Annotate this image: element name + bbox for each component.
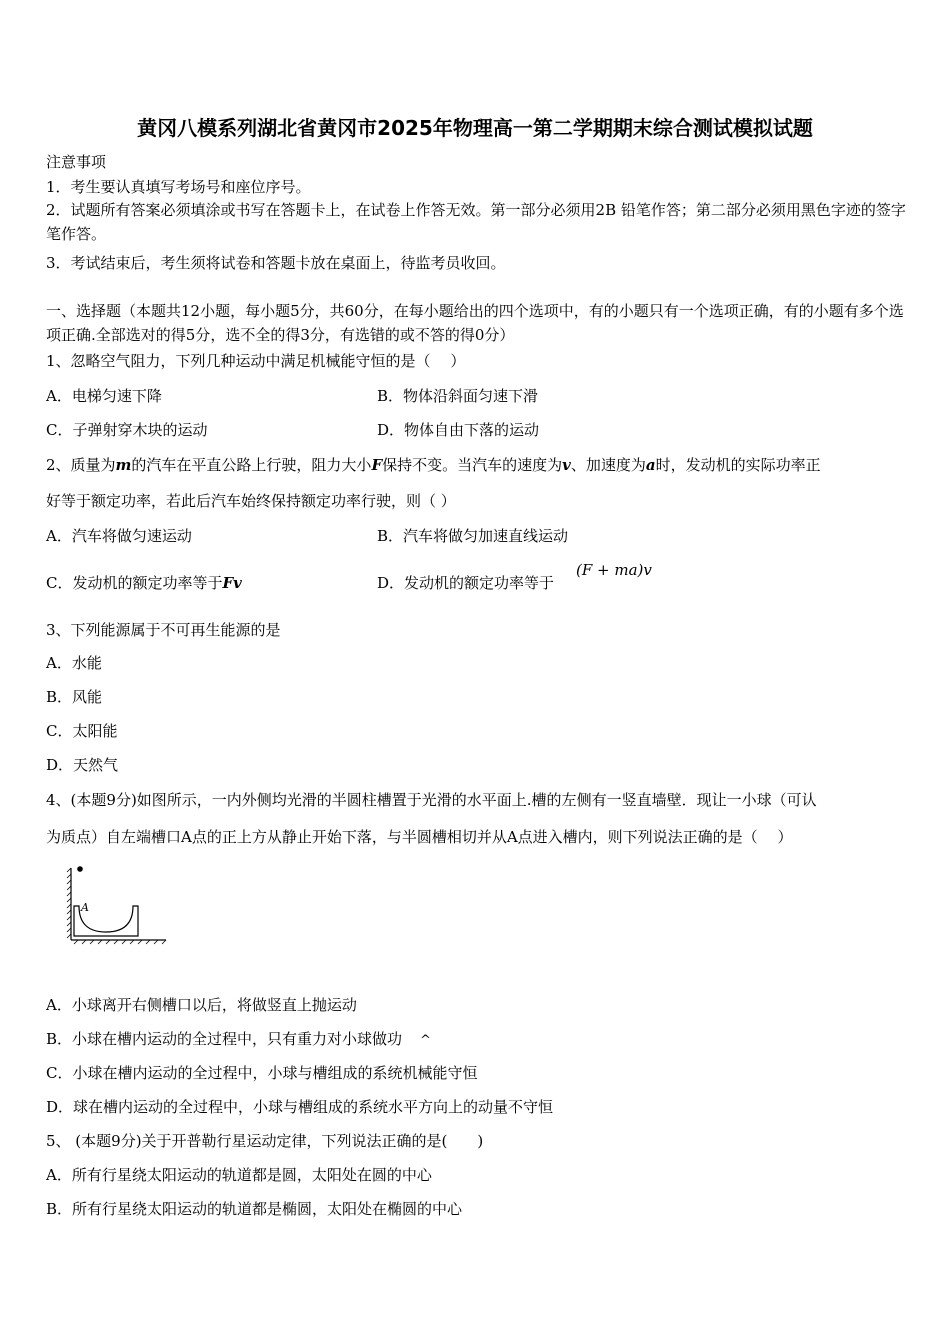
notice-item-2: 2．试题所有答案必须填涂或书写在答题卡上，在试卷上作答无效。第一部分必须用2B 铅笔作答；第二部分必须用黑色字迹的签字笔作答。 xyxy=(46,201,906,243)
section-heading: 一、选择题（本题共12小题，每小题5分，共60分，在每小题给出的四个选项中，有的小题只有一个选项正确，有的小题有多个选项正确.全部选对的得5分，选不全的得3分，有选错的或不答的得0分） xyxy=(46,302,904,344)
q1-option-b: B．物体沿斜面匀速下滑 xyxy=(377,387,539,405)
notice-item-1: 1．考生要认真填写考场号和座位序号。 xyxy=(46,178,311,196)
q1-stem: 1、忽略空气阻力，下列几种运动中满足机械能守恒的是（ ） xyxy=(46,352,466,370)
q2-option-d: D．发动机的额定功率等于 xyxy=(377,574,555,592)
q2-stem-line2: 好等于额定功率，若此后汽车始终保持额定功率行驶，则（ ） xyxy=(46,492,456,510)
q4-stem-line2: 为质点）自左端槽口A点的正上方从静止开始下落，与半圆槽相切并从A点进入槽内，则下列说法正确的是（ ） xyxy=(46,828,793,846)
q4-stem-line1: 4、(本题9分)如图所示，一内外侧均光滑的半圆柱槽置于光滑的水平面上.槽的左侧有一竖直墙壁．现让一小球（可认 xyxy=(46,791,817,809)
q3-option-b: B．风能 xyxy=(46,688,103,706)
q2-option-b: B．汽车将做匀加速直线运动 xyxy=(377,527,569,545)
q2-stem-line1 xyxy=(46,454,821,475)
page-title: 黄冈八模系列湖北省黄冈市2025年物理高一第二学期期末综合测试模拟试题 xyxy=(137,116,813,140)
q5-option-a: A．所有行星绕太阳运动的轨道都是圆，太阳处在圆的中心 xyxy=(46,1166,432,1184)
caret-mark: ^ xyxy=(420,1033,431,1048)
half-cylinder-groove-figure xyxy=(66,862,170,946)
q2-stem-part: 时，发动机的实际功率正 xyxy=(655,456,821,474)
q5-stem: 5、 (本题9分)关于开普勒行星运动定律，下列说法正确的是( ) xyxy=(46,1132,484,1150)
q4-option-b xyxy=(46,1028,431,1049)
q1-option-c: C．子弹射穿木块的运动 xyxy=(46,421,208,439)
q3-option-c: C．太阳能 xyxy=(46,722,118,740)
q3-stem: 3、下列能源属于不可再生能源的是 xyxy=(46,621,281,639)
point-a-label: A xyxy=(81,901,89,914)
notice-item-3: 3．考试结束后，考生须将试卷和答题卡放在桌面上，待监考员收回。 xyxy=(46,254,506,272)
notice-heading: 注意事项 xyxy=(46,153,107,171)
q2-stem-part: 的汽车在平直公路上行驶，阻力大小 xyxy=(131,456,372,474)
q2-symbol-m: m xyxy=(115,456,132,474)
q2-option-c-symbol: Fv xyxy=(222,574,242,592)
q3-option-a: A．水能 xyxy=(46,654,102,672)
q2-option-a: A．汽车将做匀速运动 xyxy=(46,527,192,545)
q2-symbol-v: v xyxy=(562,456,571,474)
q4-option-c: C．小球在槽内运动的全过程中，小球与槽组成的系统机械能守恒 xyxy=(46,1064,478,1082)
q1-option-a: A．电梯匀速下降 xyxy=(46,387,162,405)
q2-option-c-text: C．发动机的额定功率等于 xyxy=(46,574,223,592)
q3-option-d: D．天然气 xyxy=(46,756,119,774)
q2-stem-part: 保持不变。当汽车的速度为 xyxy=(382,456,563,474)
q2-stem-part: 、加速度为 xyxy=(570,456,646,474)
q2-option-d-formula: (F + ma)v xyxy=(576,561,652,579)
q2-option-c xyxy=(46,572,242,593)
q4-option-a: A．小球离开右侧槽口以后，将做竖直上抛运动 xyxy=(46,996,357,1014)
q2-symbol-f: F xyxy=(371,456,383,474)
q5-option-b: B．所有行星绕太阳运动的轨道都是椭圆，太阳处在椭圆的中心 xyxy=(46,1200,463,1218)
ball xyxy=(77,866,83,872)
q1-option-d: D．物体自由下落的运动 xyxy=(377,421,540,439)
q4-option-d: D．球在槽内运动的全过程中，小球与槽组成的系统水平方向上的动量不守恒 xyxy=(46,1098,554,1116)
q2-stem-part: 2、质量为 xyxy=(46,456,116,474)
q4-option-b-text: B．小球在槽内运动的全过程中，只有重力对小球做功 xyxy=(46,1030,403,1048)
q2-symbol-a: a xyxy=(645,456,656,474)
